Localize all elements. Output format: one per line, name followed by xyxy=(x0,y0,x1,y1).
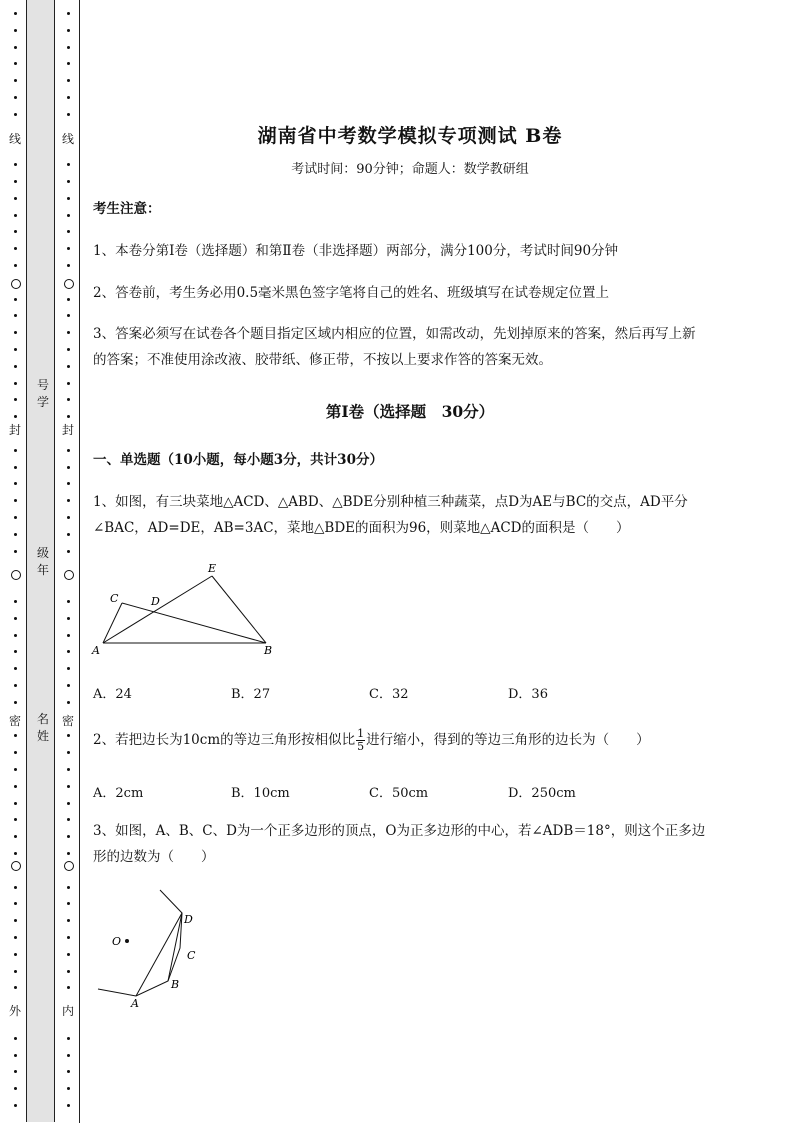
q1-label-a: A xyxy=(92,644,100,657)
binding-dot xyxy=(14,499,17,502)
inner-seal-char: 封 xyxy=(61,423,74,437)
binding-dot xyxy=(67,499,70,502)
binding-circle xyxy=(64,861,74,871)
binding-dot xyxy=(14,247,17,250)
q2-option-a: A．2cm xyxy=(93,786,144,801)
binding-dot xyxy=(14,96,17,99)
binding-dot xyxy=(14,230,17,233)
binding-dot xyxy=(14,214,17,217)
binding-dot xyxy=(14,533,17,536)
binding-dot xyxy=(67,1054,70,1057)
binding-circle xyxy=(64,279,74,289)
q1-option-d: D．36 xyxy=(508,687,548,702)
binding-dot xyxy=(67,314,70,317)
q1-label-b: B xyxy=(264,644,273,657)
binding-dot xyxy=(67,550,70,553)
binding-dot xyxy=(67,180,70,183)
binding-dot xyxy=(14,29,17,32)
q1-option-b: B．27 xyxy=(231,687,271,702)
binding-dot xyxy=(14,785,17,788)
inner-line-char: 线 xyxy=(61,132,74,146)
binding-dot xyxy=(67,734,70,737)
binding-dot xyxy=(14,449,17,452)
binding-dot xyxy=(14,197,17,200)
q1-option-c: C．32 xyxy=(369,687,409,702)
binding-dot xyxy=(67,751,70,754)
notice-item-1: 1、本卷分第Ⅰ卷（选择题）和第Ⅱ卷（非选择题）两部分，满分100分，考试时间90分钟 xyxy=(93,243,619,259)
binding-dot xyxy=(14,886,17,889)
binding-dot xyxy=(14,684,17,687)
binding-dot xyxy=(67,466,70,469)
question-2-text-before: 2、若把边长为10cm的等边三角形按相似比 xyxy=(93,732,356,748)
binding-dot xyxy=(14,768,17,771)
binding-dot xyxy=(14,634,17,637)
binding-dot xyxy=(14,734,17,737)
binding-dot xyxy=(67,802,70,805)
ratio-fraction xyxy=(356,728,365,753)
binding-dot xyxy=(14,550,17,553)
binding-dot xyxy=(14,163,17,166)
binding-dot xyxy=(67,650,70,653)
binding-dot xyxy=(67,835,70,838)
binding-circle xyxy=(11,570,21,580)
binding-dot xyxy=(14,331,17,334)
binding-dot xyxy=(67,953,70,956)
q1-label-d: D xyxy=(151,595,160,608)
binding-dot xyxy=(14,936,17,939)
binding-dot xyxy=(67,113,70,116)
binding-dot xyxy=(67,634,70,637)
binding-dot xyxy=(14,298,17,301)
notice-item-3: 3、答案必须写在试卷各个题目指定区域内相应的位置，如需改动，先划掉原来的答案，然后再写上新 xyxy=(93,326,696,342)
q3-label-a: A xyxy=(131,997,139,1010)
binding-dot xyxy=(14,1054,17,1057)
name-label: 名姓 xyxy=(37,712,50,743)
binding-dot xyxy=(67,970,70,973)
binding-dot xyxy=(67,852,70,855)
binding-dot xyxy=(14,1087,17,1090)
binding-dot xyxy=(14,1037,17,1040)
notice-item-2: 2、答卷前，考生务必用0.5毫米黑色签字笔将自己的姓名、班级填写在试卷规定位置上 xyxy=(93,285,610,301)
outer-secret-char: 密 xyxy=(8,714,21,728)
binding-dot xyxy=(67,785,70,788)
part-heading: 一、单选题（10小题，每小题3分，共计30分） xyxy=(93,452,383,468)
question-1-figure xyxy=(88,560,288,660)
binding-dot xyxy=(67,886,70,889)
binding-circle xyxy=(64,570,74,580)
question-3-line-2: 形的边数为（ ） xyxy=(93,849,215,865)
binding-dot xyxy=(67,936,70,939)
binding-dot xyxy=(67,902,70,905)
binding-dot xyxy=(67,684,70,687)
binding-dot xyxy=(14,818,17,821)
binding-dot xyxy=(14,852,17,855)
binding-dot xyxy=(67,701,70,704)
binding-dot xyxy=(67,298,70,301)
binding-dot xyxy=(67,516,70,519)
binding-dot xyxy=(14,970,17,973)
binding-dot xyxy=(14,1104,17,1107)
binding-dot xyxy=(14,398,17,401)
question-1-line-1: 1、如图，有三块菜地△ACD、△ABD、△BDE分别种植三种蔬菜，点D为AE与BC的交点，AD平分 xyxy=(93,494,688,510)
binding-dot xyxy=(14,650,17,653)
binding-dot xyxy=(67,29,70,32)
binding-dot xyxy=(67,348,70,351)
binding-dot xyxy=(67,1070,70,1073)
outer-dotted-line xyxy=(10,0,22,1123)
q2-option-b: B．10cm xyxy=(231,786,290,801)
outer-seal-char: 封 xyxy=(8,423,21,437)
binding-dot xyxy=(67,163,70,166)
grade-label: 级年 xyxy=(37,546,50,577)
binding-dot xyxy=(14,79,17,82)
binding-dot xyxy=(67,96,70,99)
binding-dot xyxy=(14,466,17,469)
binding-dot xyxy=(67,1104,70,1107)
binding-dot xyxy=(67,197,70,200)
binding-dot xyxy=(14,802,17,805)
binding-dot xyxy=(67,1087,70,1090)
q3-label-c: C xyxy=(187,949,196,962)
question-3-figure xyxy=(92,885,222,1015)
binding-circle xyxy=(11,279,21,289)
binding-dot xyxy=(67,12,70,15)
binding-dot xyxy=(67,230,70,233)
binding-dot xyxy=(67,415,70,418)
binding-dot xyxy=(14,12,17,15)
binding-dot xyxy=(14,835,17,838)
binding-dot xyxy=(67,600,70,603)
notice-heading: 考生注意： xyxy=(93,201,161,217)
binding-dot xyxy=(67,398,70,401)
binding-dot xyxy=(67,46,70,49)
binding-dot xyxy=(14,617,17,620)
binding-dot xyxy=(14,314,17,317)
binding-dot xyxy=(67,482,70,485)
binding-dot xyxy=(67,365,70,368)
binding-dot xyxy=(14,365,17,368)
q3-label-o: O xyxy=(112,935,122,948)
binding-dot xyxy=(67,382,70,385)
inner-dotted-line xyxy=(63,0,75,1123)
question-2-text-after: 进行缩小，得到的等边三角形的边长为（ ） xyxy=(366,732,650,748)
fraction-numerator: 1 xyxy=(357,727,365,740)
question-1-line-2: ∠BAC，AD=DE，AB=3AC，菜地△BDE的面积为96，则菜地△ACD的面积是（ ） xyxy=(93,520,630,536)
exam-subtitle: 考试时间：90分钟；命题人：数学教研组 xyxy=(291,162,529,177)
q3-label-b: B xyxy=(171,978,180,991)
notice-item-3-cont: 的答案；不准使用涂改液、胶带纸、修正带，不按以上要求作答的答案无效。 xyxy=(93,352,552,368)
binding-dot xyxy=(14,600,17,603)
binding-dot xyxy=(14,751,17,754)
inner-secret-char: 密 xyxy=(61,714,74,728)
binding-dot xyxy=(67,247,70,250)
binding-dot xyxy=(14,667,17,670)
binding-dot xyxy=(67,818,70,821)
question-3-line-1: 3、如图，A、B、C、D为一个正多边形的顶点，O为正多边形的中心，若∠ADB＝18°，则这个正多边 xyxy=(93,823,706,839)
q1-label-e: E xyxy=(208,562,217,575)
binding-circle xyxy=(11,861,21,871)
binding-dot xyxy=(67,62,70,65)
fraction-denominator: 5 xyxy=(357,740,365,753)
binding-dot xyxy=(14,1070,17,1073)
binding-dot xyxy=(67,214,70,217)
binding-dot xyxy=(14,516,17,519)
binding-dot xyxy=(14,919,17,922)
q2-option-c: C．50cm xyxy=(369,786,429,801)
q1-label-c: C xyxy=(110,592,119,605)
binding-dot xyxy=(67,331,70,334)
section-title: 第Ⅰ卷（选择题 30分） xyxy=(325,402,495,421)
binding-dot xyxy=(14,482,17,485)
binding-dot xyxy=(67,667,70,670)
q2-option-d: D．250cm xyxy=(508,786,576,801)
exam-title: 湖南省中考数学模拟专项测试 B卷 xyxy=(257,125,563,147)
binding-dot xyxy=(67,449,70,452)
binding-dot xyxy=(14,180,17,183)
binding-dot xyxy=(14,264,17,267)
q1-option-a: A．24 xyxy=(93,687,132,702)
question-2-line xyxy=(93,727,650,753)
binding-dot xyxy=(14,986,17,989)
binding-dot xyxy=(67,533,70,536)
binding-dot xyxy=(67,79,70,82)
binding-dot xyxy=(67,264,70,267)
binding-dot xyxy=(67,1037,70,1040)
binding-dot xyxy=(14,46,17,49)
binding-dot xyxy=(14,382,17,385)
outer-out-char: 外 xyxy=(8,1004,21,1018)
binding-dot xyxy=(14,348,17,351)
student-number-label: 号学 xyxy=(37,378,50,409)
binding-dot xyxy=(14,62,17,65)
binding-dot xyxy=(14,902,17,905)
binding-dot xyxy=(67,617,70,620)
inner-in-char: 内 xyxy=(61,1004,74,1018)
binding-dot xyxy=(67,919,70,922)
binding-dot xyxy=(67,768,70,771)
binding-rule xyxy=(79,0,80,1123)
binding-dot xyxy=(14,701,17,704)
q3-label-d: D xyxy=(184,913,193,926)
binding-dot xyxy=(14,113,17,116)
binding-dot xyxy=(67,986,70,989)
binding-dot xyxy=(14,953,17,956)
binding-dot xyxy=(14,415,17,418)
outer-line-char: 线 xyxy=(8,132,21,146)
